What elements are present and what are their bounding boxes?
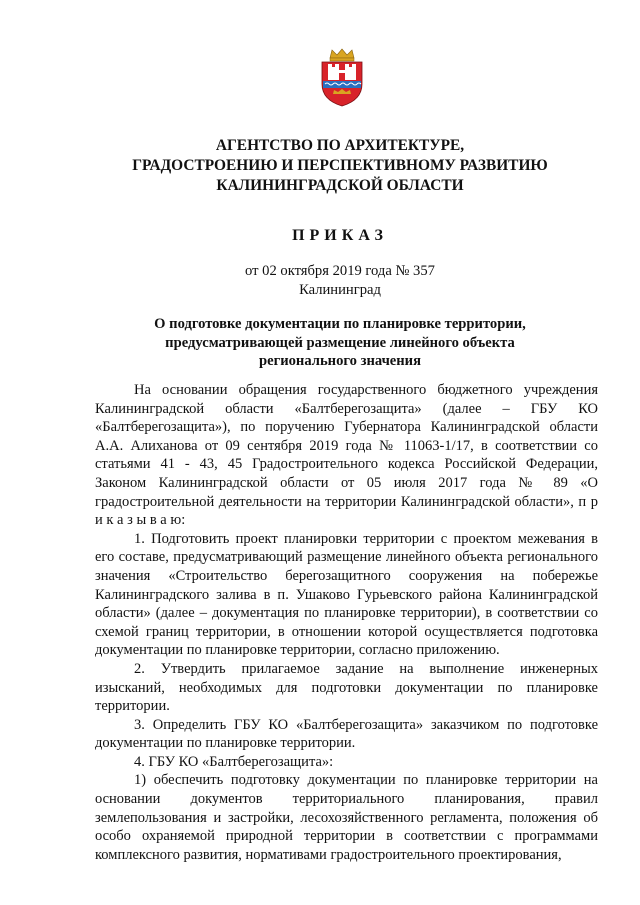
item-4-1-paragraph: 1) обеспечить подготовку документации по планировке территории на основании документов территориального планирования, правил землепользования и застройки, лесохозяйственного регламента, положения об особо охраняемой природной территории в соответствии с программами комплексного развития, нормативами градостроительного проектирования, [95,772,598,863]
item-3-paragraph: 3. Определить ГБУ КО «Балтберегозащита» заказчиком по подготовке документации по планировке территории. [95,716,598,752]
agency-line-3: КАЛИНИНГРАДСКОЙ ОБЛАСТИ [216,177,464,194]
order-subject [120,315,560,371]
order-date-number: от 02 октября 2019 года № 357 [245,263,435,279]
order-meta [80,262,600,300]
order-body [95,381,598,864]
item-1-paragraph: 1. Подготовить проект планировки территории с проектом межевания в его составе, предусматривающий размещение линейного объекта регионального значения «Строительство берегозащитного сооружения на побережье Калининградского залива в п. Ушаково Гурьевского района Калининградской области» (далее – документация по планировке территории), в соответствии со схемой границ территории, в отношении которой осуществляется подготовка документации по планировке территории, согласно приложению. [95,530,598,659]
order-city: Калининград [299,282,381,298]
item-2-paragraph: 2. Утвердить прилагаемое задание на выполнение инженерных изысканий, необходимых для подготовки документации по планировке территории. [95,660,598,715]
subject-line-1: О подготовке документации по планировке территории, [154,316,526,332]
subject-line-3: регионального значения [259,353,421,369]
subject-line-2: предусматривающей размещение линейного объекта [165,334,515,351]
coat-of-arms-icon [318,48,366,108]
agency-line-2: ГРАДОСТРОЕНИЮ И ПЕРСПЕКТИВНОМУ РАЗВИТИЮ [132,157,548,174]
agency-line-1: АГЕНТСТВО ПО АРХИТЕКТУРЕ, [215,137,465,154]
preamble-paragraph: На основании обращения государственного бюджетного учреждения Калининградской области «Балтберегозащита» (далее – ГБУ КО «Балтберегозащита»), по поручению Губернатора Калининградской области А.А. Алиханова от 09 сентября 2019 года № 11063-1/17, в соответствии со статьями 41 - 43, 45 Градостроительного кодекса Российской Федерации, Законом Калининградской области от 05 июля 2017 года № 89 «О градостроительной деятельности на территории Калининградской области», п р и к а з ы в а ю: [95,382,598,529]
agency-name [80,136,600,196]
item-4-paragraph: 4. ГБУ КО «Балтберегозащита»: [134,753,334,770]
order-title: ПРИКАЗ [292,227,388,244]
